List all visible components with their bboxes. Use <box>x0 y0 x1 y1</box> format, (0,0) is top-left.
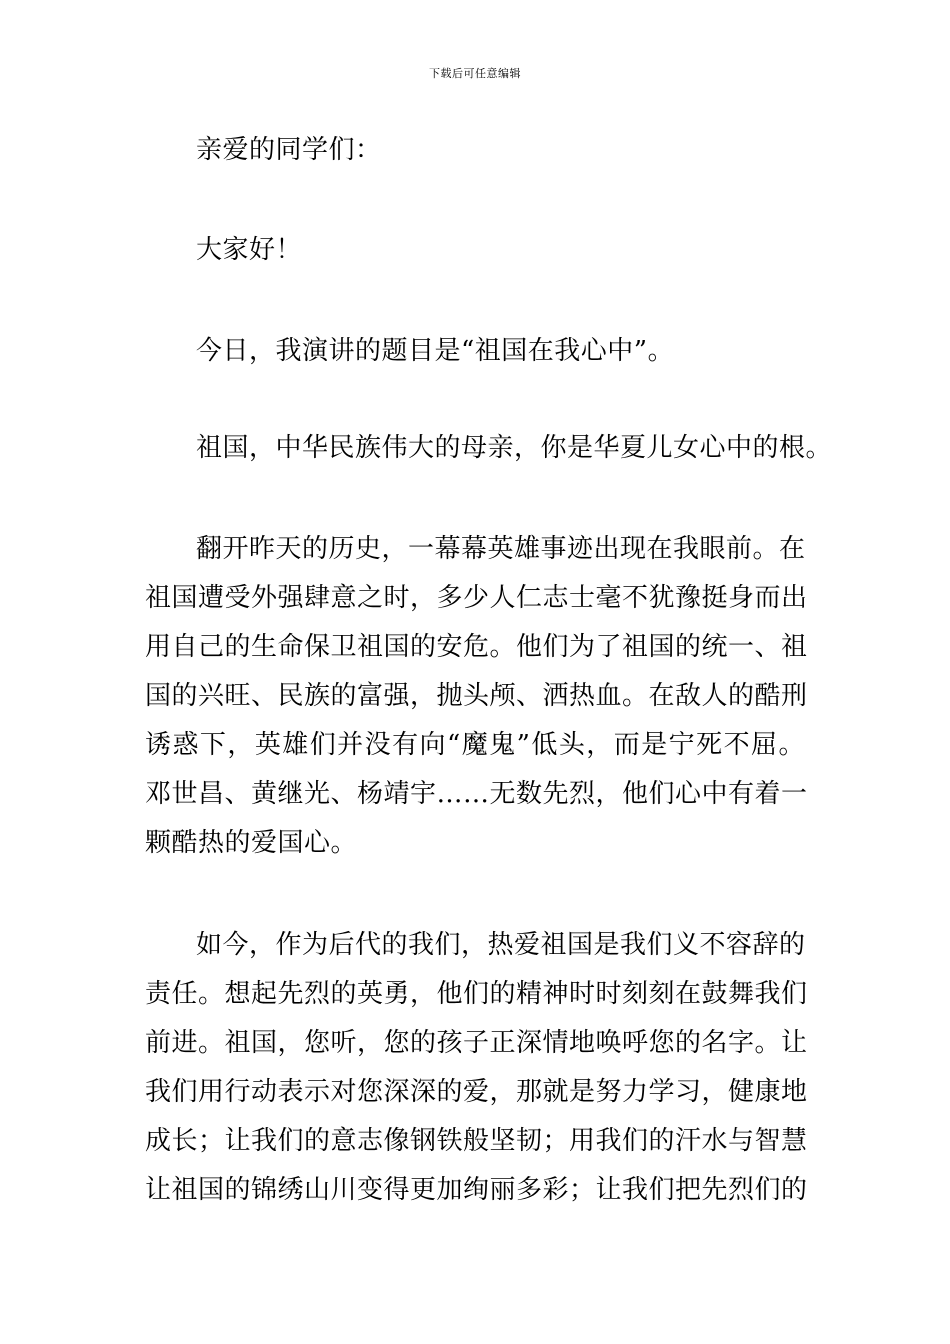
paragraph-2-line: 祖国遭受外强肆意之时，多少人仁志士毫不犹豫挺身而出 <box>145 583 808 613</box>
paragraph-3-line: 前进。祖国，您听，您的孩子正深情地唤呼您的名字。让 <box>145 1028 808 1058</box>
paragraph-3-line: 如今，作为后代的我们，热爱祖国是我们义不容辞的 <box>196 930 806 960</box>
paragraph-1-line: 祖国，中华民族伟大的母亲，你是华夏儿女心中的根。 <box>196 433 833 463</box>
topic-line: 今日，我演讲的题目是“祖国在我心中”。 <box>196 336 675 366</box>
hello-line: 大家好！ <box>196 235 303 265</box>
paragraph-2-line: 国的兴旺、民族的富强，抛头颅、洒热血。在敌人的酷刑 <box>145 681 808 711</box>
paragraph-2-line: 用自己的生命保卫祖国的安危。他们为了祖国的统一、祖 <box>145 632 808 662</box>
paragraph-3-line: 成长；让我们的意志像钢铁般坚韧；用我们的汗水与智慧 <box>145 1126 808 1156</box>
paragraph-3-line: 责任。想起先烈的英勇，他们的精神时时刻刻在鼓舞我们 <box>145 979 808 1009</box>
paragraph-2-line: 诱惑下，英雄们并没有向“魔鬼”低头，而是宁死不屈。 <box>145 730 805 760</box>
paragraph-2-line: 颗酷热的爱国心。 <box>145 828 358 858</box>
paragraph-3-line: 我们用行动表示对您深深的爱，那就是努力学习，健康地 <box>145 1077 808 1107</box>
paragraph-3-line: 让祖国的锦绣山川变得更加绚丽多彩；让我们把先烈们的 <box>145 1175 808 1205</box>
greeting-line: 亲爱的同学们： <box>196 135 382 165</box>
paragraph-2-line: 邓世昌、黄继光、杨靖宇……无数先烈，他们心中有着一 <box>145 779 808 809</box>
header-note: 下载后可任意编辑 <box>429 67 521 80</box>
paragraph-2-line: 翻开昨天的历史，一幕幕英雄事迹出现在我眼前。在 <box>196 534 806 564</box>
